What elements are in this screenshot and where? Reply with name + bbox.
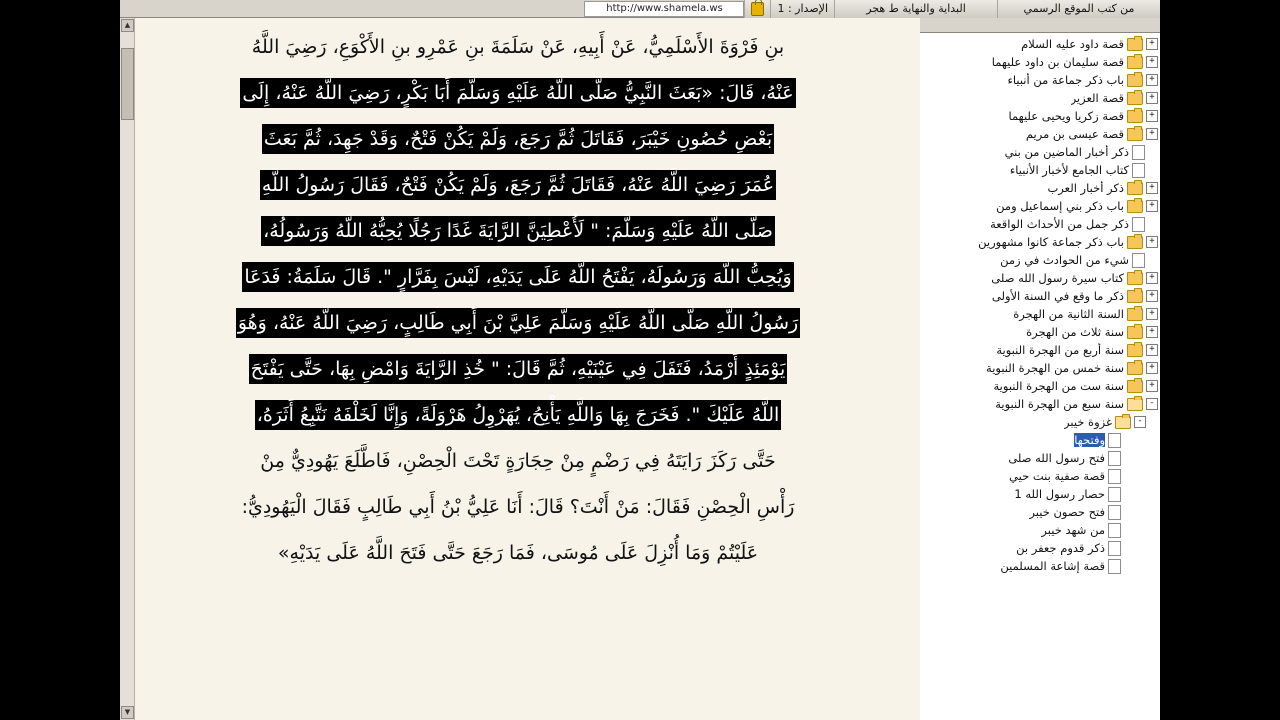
toc-tree-item-label: ذكر أخبار الماضين من بني — [1004, 145, 1129, 159]
toc-tree-item[interactable] — [920, 53, 1158, 71]
expand-toggle-icon[interactable]: + — [1146, 110, 1158, 122]
spacer-icon — [1148, 255, 1158, 265]
book-text-line-row — [130, 438, 906, 484]
book-text-line-row — [130, 208, 906, 254]
expand-toggle-icon[interactable]: + — [1146, 326, 1158, 338]
expand-toggle-icon[interactable]: + — [1146, 344, 1158, 356]
book-text-line-row — [130, 254, 906, 300]
toc-tree-item-label: قصة داود عليه السلام — [1021, 37, 1124, 51]
book-text-line-highlighted[interactable]: بَعْضِ حُصُونِ خَيْبَرَ، فَقَاتَلَ ثُمَّ رَجَعَ، وَلَمْ يَكُنْ فَتْحٌ، وَقَدْ جَهِدَ، ثُمَّ بَعَثَ — [262, 124, 774, 154]
folder-open-icon — [1115, 416, 1131, 429]
toc-tree-item-label: باب ذكر بني إسماعيل ومن — [996, 199, 1124, 213]
toc-tree-item-label: سنة ست من الهجرة النبوية — [993, 379, 1124, 393]
folder-icon — [1127, 344, 1143, 357]
doc-icon — [1108, 559, 1121, 574]
toc-tree-item[interactable] — [920, 107, 1158, 125]
collapse-toggle-icon[interactable]: - — [1146, 398, 1158, 410]
doc-icon — [1108, 505, 1121, 520]
toc-tree-item-label: قصة زكريا ويحيى عليهما — [1008, 109, 1124, 123]
toc-tree-item-label: ذكر جمل من الأحداث الواقعة — [990, 217, 1129, 231]
collapse-toggle-icon[interactable]: - — [1134, 416, 1146, 428]
spacer-icon — [1124, 525, 1134, 535]
doc-icon — [1132, 145, 1145, 160]
folder-icon — [1127, 128, 1143, 141]
book-text-lines — [120, 18, 920, 576]
toc-tree-item[interactable] — [920, 269, 1158, 287]
book-text-line-highlighted[interactable]: صَلَّى اللَّهُ عَلَيْهِ وَسَلَّمَ: " لَأُعْطِيَنَّ الرَّايَةَ غَدًا رَجُلًا يُحِبُّهُ اللَّهُ وَرَسُولُهُ، — [261, 216, 775, 246]
doc-icon — [1108, 469, 1121, 484]
toc-tree-item[interactable] — [920, 521, 1158, 539]
expand-toggle-icon[interactable]: + — [1146, 74, 1158, 86]
book-text-line-row — [130, 162, 906, 208]
book-text-line-highlighted[interactable]: وَيُحِبُّ اللَّهَ وَرَسُولَهُ، يَفْتَحُ اللَّهُ عَلَى يَدَيْهِ، لَيْسَ بِفَرَّارٍ ". قَالَ سَلَمَةُ: فَدَعَا — [242, 262, 793, 292]
toc-tree-item-label: كتاب سيرة رسول الله صلى — [991, 271, 1124, 285]
expand-toggle-icon[interactable]: + — [1146, 380, 1158, 392]
expand-toggle-icon[interactable]: + — [1146, 182, 1158, 194]
toc-tree-item[interactable] — [920, 359, 1158, 377]
doc-icon — [1108, 541, 1121, 556]
spacer-icon — [1148, 219, 1158, 229]
toc-tree-item[interactable] — [920, 233, 1158, 251]
folder-icon — [1127, 74, 1143, 87]
folder-icon — [1127, 272, 1143, 285]
toc-tree-item-label: سنة خمس من الهجرة النبوية — [986, 361, 1124, 375]
toc-tree-item[interactable] — [920, 431, 1158, 449]
scroll-up-arrow[interactable]: ▲ — [121, 19, 134, 32]
toc-tree-item[interactable] — [920, 323, 1158, 341]
toc-tree-item-label: فتح حصون خيبر — [1029, 505, 1105, 519]
book-text-line-highlighted[interactable]: يَوْمَئِذٍ أَرْمَدُ، فَتَفَلَ فِي عَيْنَيْهِ، ثُمَّ قَالَ: " خُذِ الرَّايَةَ وَامْضِ بِهَا، حَتَّى يَفْتَحَ — [249, 354, 788, 384]
toc-tree-header — [920, 18, 1160, 33]
scroll-down-arrow[interactable]: ▼ — [121, 706, 134, 719]
toc-tree-item-label: حصار رسول الله 1 — [1014, 487, 1105, 501]
book-text-line-row — [130, 484, 906, 530]
toc-tree-item-label: ذكر ما وقع في السنة الأولى — [991, 289, 1124, 303]
doc-icon — [1132, 253, 1145, 268]
spacer-icon — [1148, 147, 1158, 157]
folder-icon — [1127, 182, 1143, 195]
toc-tree-panel[interactable] — [919, 18, 1160, 720]
toc-tree-item-label: السنة الثانية من الهجرة — [1013, 307, 1124, 321]
folder-icon — [1127, 200, 1143, 213]
doc-icon — [1108, 451, 1121, 466]
book-text-line-highlighted[interactable]: اللَّهُ عَلَيْكَ ". فَخَرَجَ بِهَا وَاللَّهِ يَأْنِحُ، يُهَرْوِلُ هَرْوَلَةً، وَإِنَّا لَخَلْفَهُ نَتَّبِعُ أَثَرَهُ، — [255, 400, 782, 430]
source-label: من كتب الموقع الرسمي — [997, 0, 1160, 18]
toc-tree-item-label: شيء من الحوادث في زمن — [1000, 253, 1129, 267]
toc-tree-list[interactable] — [920, 33, 1160, 575]
letterbox-right — [1160, 0, 1280, 720]
expand-toggle-icon[interactable]: + — [1146, 38, 1158, 50]
page-vertical-scrollbar[interactable] — [120, 18, 135, 720]
toc-tree-item[interactable] — [920, 413, 1158, 431]
lock-icon — [744, 0, 770, 18]
expand-toggle-icon[interactable]: + — [1146, 236, 1158, 248]
toc-tree-item[interactable] — [920, 125, 1158, 143]
top-toolbar — [120, 0, 1160, 18]
toc-tree-item[interactable] — [920, 215, 1158, 233]
expand-toggle-icon[interactable]: + — [1146, 128, 1158, 140]
spacer-icon — [1124, 489, 1134, 499]
toc-tree-item-label: قصة العزير — [1070, 91, 1124, 105]
expand-toggle-icon[interactable]: + — [1146, 308, 1158, 320]
doc-icon — [1108, 487, 1121, 502]
folder-icon — [1127, 290, 1143, 303]
letterbox-left — [0, 0, 120, 720]
book-text-line[interactable]: حَتَّى رَكَزَ رَايَتَهُ فِي رَضْمٍ مِنْ حِجَارَةٍ تَحْتَ الْحِصْنِ، فَاطَّلَعَ يَهُودِيٌّ مِنْ — [260, 450, 776, 472]
toc-tree-item-label: سنة أربع من الهجرة النبوية — [996, 343, 1124, 357]
toc-tree-item[interactable] — [920, 377, 1158, 395]
spacer-icon — [1124, 453, 1134, 463]
toc-tree-item-label: قصة صفية بنت حيي — [1009, 469, 1105, 483]
book-text-line-row — [130, 24, 906, 70]
expand-toggle-icon[interactable]: + — [1146, 92, 1158, 104]
folder-open-icon — [1127, 398, 1143, 411]
doc-icon — [1132, 217, 1145, 232]
toc-tree-item-label: سنة سبع من الهجرة النبوية — [995, 397, 1124, 411]
toc-tree-item[interactable] — [920, 467, 1158, 485]
expand-toggle-icon[interactable]: + — [1146, 362, 1158, 374]
book-text-page[interactable] — [120, 18, 920, 720]
toc-tree-item[interactable] — [920, 287, 1158, 305]
toc-tree-item[interactable] — [920, 35, 1158, 53]
toc-tree-item[interactable] — [920, 161, 1158, 179]
toc-tree-item[interactable] — [920, 485, 1158, 503]
book-text-line-highlighted[interactable]: عَنْهُ، قَالَ: «بَعَثَ النَّبِيُّ صَلَّى اللَّهُ عَلَيْهِ وَسَلَّمَ أَبَا بَكْرٍ، رَضِيَ اللَّهُ عَنْهُ، إِلَى — [240, 78, 795, 108]
toc-tree-item-label: باب ذكر جماعة من أنبياء — [1007, 73, 1124, 87]
url-field[interactable]: http://www.shamela.ws — [584, 1, 744, 17]
spacer-icon — [1124, 561, 1134, 571]
expand-toggle-icon[interactable]: + — [1146, 272, 1158, 284]
toc-tree-item[interactable] — [920, 305, 1158, 323]
expand-toggle-icon[interactable]: + — [1146, 200, 1158, 212]
toc-tree-item[interactable] — [920, 71, 1158, 89]
expand-toggle-icon[interactable]: + — [1146, 56, 1158, 68]
spacer-icon — [1124, 471, 1134, 481]
book-text-line-row — [130, 392, 906, 438]
folder-icon — [1127, 326, 1143, 339]
toc-tree-item[interactable] — [920, 143, 1158, 161]
spacer-icon — [1148, 165, 1158, 175]
book-text-line[interactable]: بنِ فَرْوَةَ الأَسْلَمِيُّ، عَنْ أَبِيهِ، عَنْ سَلَمَةَ بنِ عَمْرِو بنِ الأَكْوَعِ، رَضِيَ اللَّهُ — [251, 36, 785, 58]
main-content — [120, 18, 1160, 720]
toc-tree-item[interactable] — [920, 539, 1158, 557]
toc-tree-item-label: وفتحها — [1074, 433, 1105, 447]
spacer-icon — [1124, 507, 1134, 517]
toc-tree-item-label: سنة ثلاث من الهجرة — [1026, 325, 1124, 339]
doc-icon — [1132, 163, 1145, 178]
toc-tree-item-label: كتاب الجامع لأخبار الأنبياء — [1009, 163, 1129, 177]
toc-tree-item-label: قصة إشاعة المسلمين — [1000, 559, 1105, 573]
book-text-line-row — [130, 530, 906, 576]
toc-tree-item[interactable] — [920, 503, 1158, 521]
folder-icon — [1127, 56, 1143, 69]
toc-tree-item[interactable] — [920, 557, 1158, 575]
toc-tree-item[interactable] — [920, 197, 1158, 215]
toc-tree-item-label: ذكر أخبار العرب — [1047, 181, 1124, 195]
book-title: البداية والنهاية ط هجر — [834, 0, 997, 18]
book-text-line[interactable]: عَلَيْتُمْ وَمَا أُنْزِلَ عَلَى مُوسَى، فَمَا رَجَعَ حَتَّى فَتَحَ اللَّهُ عَلَى يَدَيْهِ» — [277, 542, 759, 564]
book-text-line-highlighted[interactable]: عُمَرَ رَضِيَ اللَّهُ عَنْهُ، فَقَاتَلَ ثُمَّ رَجَعَ، وَلَمْ يَكُنْ فَتْحٌ، فَقَالَ رَسُولُ اللَّهِ — [260, 170, 776, 200]
doc-icon — [1108, 523, 1121, 538]
folder-icon — [1127, 92, 1143, 105]
toc-tree-item[interactable] — [920, 395, 1158, 413]
folder-icon — [1127, 236, 1143, 249]
folder-icon — [1127, 110, 1143, 123]
expand-toggle-icon[interactable]: + — [1146, 290, 1158, 302]
book-text-line[interactable]: رَأْسِ الْحِصْنِ فَقَالَ: مَنْ أَنْتَ؟ قَالَ: أَنَا عَلِيُّ بْنُ أَبِي طَالِبٍ فَقَالَ الْيَهُودِيُّ: — [241, 496, 795, 518]
toc-tree-item[interactable] — [920, 179, 1158, 197]
toc-tree-item-label: غزوة خيبر — [1064, 415, 1112, 429]
toc-tree-item-label: فتح رسول الله صلى — [1008, 451, 1105, 465]
book-text-line-highlighted[interactable]: رَسُولُ اللَّهِ صَلَّى اللَّهُ عَلَيْهِ وَسَلَّمَ عَلِيَّ بْنَ أَبِي طَالِبٍ، رَضِيَ اللَّهُ عَنْهُ، وَهُوَ — [236, 308, 800, 338]
folder-icon — [1127, 38, 1143, 51]
folder-icon — [1127, 362, 1143, 375]
spacer-icon — [1124, 435, 1134, 445]
folder-icon — [1127, 308, 1143, 321]
toc-tree-item-label: من شهد خيبر — [1041, 523, 1105, 537]
spacer-icon — [1124, 543, 1134, 553]
doc-icon — [1108, 433, 1121, 448]
book-text-line-row — [130, 300, 906, 346]
toc-tree-item[interactable] — [920, 341, 1158, 359]
toc-tree-item-label: قصة عيسى بن مريم — [1025, 127, 1124, 141]
toc-tree-item[interactable] — [920, 449, 1158, 467]
toc-tree-item-label: ذكر قدوم جعفر بن — [1016, 541, 1105, 555]
edition-label: الإصدار : 1 — [770, 0, 834, 18]
toc-tree-item-label: قصة سليمان بن داود عليهما — [991, 55, 1124, 69]
folder-icon — [1127, 380, 1143, 393]
book-text-line-row — [130, 346, 906, 392]
toc-tree-item-label: باب ذكر جماعة كانوا مشهورين — [978, 235, 1124, 249]
scroll-thumb[interactable] — [121, 48, 134, 120]
book-text-line-row — [130, 70, 906, 116]
book-text-line-row — [130, 116, 906, 162]
toc-tree-item[interactable] — [920, 251, 1158, 269]
toc-tree-item[interactable] — [920, 89, 1158, 107]
